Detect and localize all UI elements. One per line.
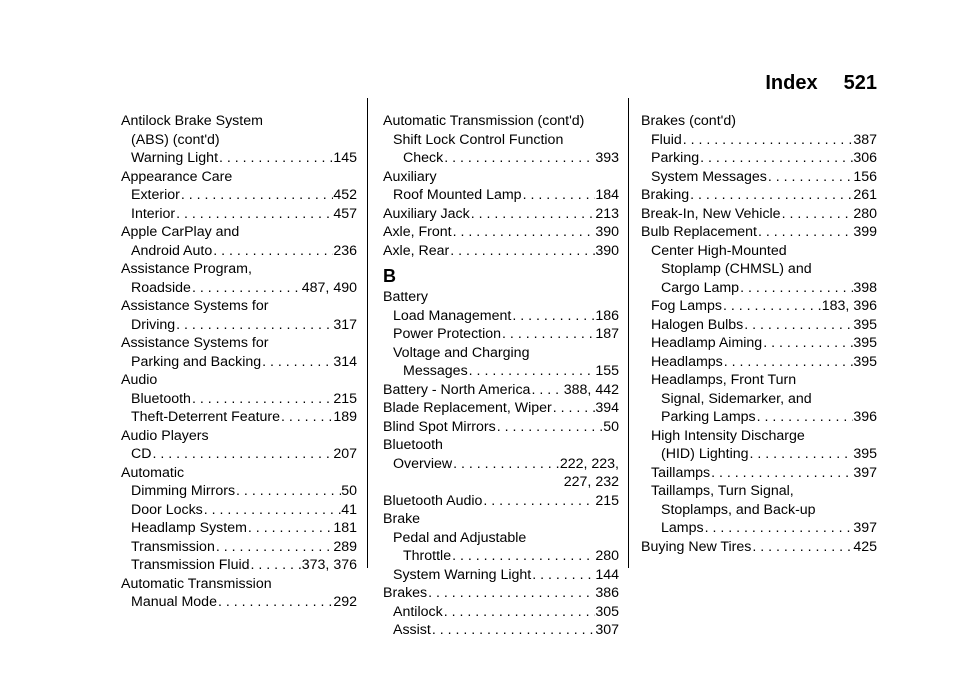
- dot-leader: [152, 445, 334, 464]
- index-entry-label: Audio Players: [121, 427, 209, 444]
- index-entry-label: Braking: [641, 187, 690, 203]
- index-entry: [641, 316, 877, 335]
- dot-leader: [427, 584, 595, 603]
- index-entry-label: Bulb Replacement: [641, 224, 757, 240]
- index-entry-label: Brake: [383, 511, 421, 527]
- dot-leader: [749, 445, 854, 464]
- dot-leader: [191, 279, 302, 298]
- index-entry-label: Headlamps, Front Turn: [651, 372, 797, 388]
- index-entry: [121, 242, 357, 261]
- index-entry-label: Exterior: [131, 187, 180, 203]
- index-entry-label: Assistance Systems for: [121, 335, 269, 351]
- index-entry-pages: 213: [595, 205, 619, 222]
- dot-leader: [682, 131, 854, 150]
- index-entry-label: Door Locks: [131, 501, 203, 518]
- index-entry-label: Auxiliary Jack: [383, 205, 470, 222]
- index-entry-label: (ABS) (cont'd): [131, 131, 220, 148]
- dot-leader: [235, 482, 341, 501]
- index-entry-label: Automatic: [121, 464, 185, 481]
- dot-leader: [743, 316, 853, 335]
- index-entry: [641, 482, 877, 501]
- dot-leader: [531, 566, 595, 585]
- index-entry: [383, 186, 619, 205]
- index-entry: [121, 353, 357, 372]
- index-entry-pages: 145: [333, 150, 357, 166]
- dot-leader: [482, 492, 595, 511]
- index-entry: [383, 149, 619, 168]
- dot-leader: [762, 334, 853, 353]
- dot-leader: [751, 538, 853, 557]
- index-entry-label: Antilock: [393, 603, 443, 620]
- index-entry-pages: 187: [595, 326, 619, 342]
- index-entry-label: Theft-Deterrent Feature: [131, 409, 281, 425]
- index-column-2: [383, 112, 619, 640]
- dot-leader: [511, 307, 595, 326]
- index-entry-pages: 314: [333, 353, 357, 370]
- index-entry: [121, 464, 357, 483]
- index-entry-pages: 396: [853, 409, 877, 425]
- index-entry: [641, 408, 877, 427]
- index-entry: [641, 427, 877, 446]
- index-entry-label: Buying New Tires: [641, 538, 752, 555]
- index-entry-pages: 50: [341, 483, 357, 499]
- dot-leader: [723, 353, 854, 372]
- column-divider: [628, 98, 629, 568]
- index-entry: [121, 519, 357, 538]
- index-entry: [383, 242, 619, 261]
- dot-leader: [218, 149, 333, 168]
- index-entry: [383, 436, 619, 455]
- index-entry-pages: 393: [595, 150, 619, 166]
- index-entry-label: Headlamp Aiming: [651, 335, 763, 351]
- index-entry-label: Assist: [393, 622, 431, 638]
- index-entry: [383, 112, 619, 131]
- index-entry-label: Auxiliary: [383, 168, 437, 185]
- index-entry: [383, 168, 619, 187]
- index-entry-pages: 395: [853, 446, 877, 462]
- dot-leader: [756, 408, 854, 427]
- index-entry-label: Parking and Backing: [131, 353, 262, 370]
- index-entry-label: Messages: [403, 363, 468, 379]
- index-entry: [641, 260, 877, 279]
- index-entry: [121, 501, 357, 520]
- index-entry-label: System Messages: [651, 168, 767, 185]
- index-entry-pages: 41: [341, 501, 357, 518]
- index-entry-pages: 386: [595, 585, 619, 601]
- index-entry-label: Driving: [131, 316, 176, 333]
- index-entry: [383, 307, 619, 326]
- dot-leader: [470, 205, 596, 224]
- index-entry-label: Roof Mounted Lamp: [393, 187, 522, 203]
- index-entry-label: Appearance Care: [121, 168, 233, 185]
- index-entry-pages: 387: [853, 131, 877, 148]
- dot-leader: [191, 390, 333, 409]
- dot-leader: [452, 455, 560, 474]
- dot-leader: [522, 186, 596, 205]
- index-entry-pages: 395: [853, 353, 877, 370]
- index-entry: [383, 399, 619, 418]
- index-entry: [641, 149, 877, 168]
- dot-leader: [247, 519, 333, 538]
- index-entry-label: Axle, Rear: [383, 242, 450, 259]
- index-entry-pages: 487, 490: [301, 279, 357, 296]
- index-entry: [121, 593, 357, 612]
- index-entry-label: Taillamps: [651, 464, 711, 481]
- dot-leader: [431, 621, 595, 640]
- dot-leader: [203, 501, 341, 520]
- index-entry-pages: 280: [853, 205, 877, 222]
- index-entry: [383, 381, 619, 400]
- index-entry-label: Transmission: [131, 538, 215, 555]
- index-entry: [383, 205, 619, 224]
- index-entry-pages: 156: [853, 168, 877, 185]
- index-entry: [641, 168, 877, 187]
- dot-leader: [552, 399, 596, 418]
- index-entry-label: Taillamps, Turn Signal,: [651, 483, 794, 499]
- index-entry: [641, 242, 877, 261]
- index-entry-label: Headlamp System: [131, 520, 247, 536]
- index-entry: [641, 279, 877, 298]
- dot-leader: [175, 205, 333, 224]
- dot-leader: [212, 242, 333, 261]
- index-entry-pages: 394: [595, 400, 619, 416]
- index-entry: [383, 344, 619, 363]
- index-entry-label: Warning Light: [131, 150, 219, 166]
- dot-leader: [443, 603, 596, 622]
- index-entry-label: Bluetooth Audio: [383, 492, 483, 509]
- index-entry: [383, 547, 619, 566]
- index-entry-pages: 189: [333, 409, 357, 425]
- index-entry-label: Parking Lamps: [661, 409, 756, 425]
- index-entry-pages: 183, 396: [821, 298, 877, 314]
- index-entry-pages: 307: [595, 622, 619, 638]
- index-entry-label: Shift Lock Control Function: [393, 131, 564, 148]
- dot-leader: [280, 408, 333, 427]
- index-entry: [641, 186, 877, 205]
- index-entry-label: Battery: [383, 289, 428, 305]
- dot-leader: [449, 242, 595, 261]
- index-entry-label: System Warning Light: [393, 566, 532, 583]
- index-entry: [121, 205, 357, 224]
- index-entry-pages: 181: [333, 520, 357, 536]
- index-entry: [641, 390, 877, 409]
- dot-leader: [757, 223, 853, 242]
- section-title: Index: [765, 72, 818, 94]
- index-entry: [641, 464, 877, 483]
- index-entry-label: Stoplamps, and Back-up: [661, 501, 816, 518]
- index-entry-label: Power Protection: [393, 326, 502, 342]
- index-entry-pages: 390: [595, 224, 619, 240]
- index-entry-label: Assistance Systems for: [121, 298, 269, 314]
- index-entry-label: Overview: [393, 455, 453, 472]
- index-entry-label: CD: [131, 446, 152, 462]
- dot-leader: [501, 325, 595, 344]
- dot-leader: [215, 538, 333, 557]
- index-entry-pages: 222, 223,: [559, 455, 619, 472]
- index-entry: [383, 131, 619, 150]
- index-entry-label: Pedal and Adjustable: [393, 529, 527, 546]
- index-entry-pages: 207: [333, 446, 357, 462]
- index-entry-label: Brakes: [383, 585, 428, 601]
- dot-leader: [175, 316, 333, 335]
- index-entry: [121, 482, 357, 501]
- index-entry-pages: 261: [853, 187, 877, 203]
- dot-leader: [739, 279, 853, 298]
- dot-leader: [443, 149, 595, 168]
- index-entry-pages: 317: [333, 316, 357, 333]
- index-entry-pages: 398: [853, 279, 877, 296]
- index-entry-pages: 306: [853, 150, 877, 166]
- index-entry: [383, 584, 619, 603]
- page-number: 521: [843, 72, 877, 94]
- index-entry-label: (HID) Lighting: [661, 446, 749, 462]
- index-entry-pages: 305: [595, 603, 619, 620]
- index-entry: [121, 297, 357, 316]
- index-entry-pages: 155: [595, 363, 619, 379]
- index-entry: [383, 510, 619, 529]
- index-entry-label: Automatic Transmission: [121, 575, 272, 592]
- index-entry: [641, 131, 877, 150]
- index-entry: [121, 371, 357, 390]
- index-entry-label: Cargo Lamp: [661, 279, 740, 296]
- index-entry-pages: 457: [333, 205, 357, 222]
- index-entry-label: Brakes (cont'd): [641, 113, 736, 129]
- index-entry-label: Blind Spot Mirrors: [383, 418, 496, 435]
- index-entry-label: Stoplamp (CHMSL) and: [661, 261, 812, 277]
- index-entry: [121, 279, 357, 298]
- index-entry-label: Transmission Fluid: [131, 557, 250, 573]
- index-entry-pages: 289: [333, 538, 357, 555]
- index-entry-label: Antilock Brake System: [121, 113, 263, 129]
- index-entry-label: Android Auto: [131, 242, 213, 259]
- dot-leader: [496, 418, 603, 437]
- index-entry-label: Voltage and Charging: [393, 344, 530, 361]
- dot-leader: [451, 547, 595, 566]
- index-entry: [641, 519, 877, 538]
- index-entry-label: Apple CarPlay and: [121, 224, 240, 240]
- index-entry: [383, 325, 619, 344]
- index-entry: [121, 316, 357, 335]
- index-entry: [641, 538, 877, 557]
- index-entry-pages: 236: [333, 242, 357, 259]
- index-entry-label: Battery - North America: [383, 381, 531, 398]
- index-entry-label: Signal, Sidemarker, and: [661, 390, 812, 407]
- index-entry: [121, 223, 357, 242]
- index-entry-label: Fog Lamps: [651, 298, 722, 314]
- index-entry-label: Dimming Mirrors: [131, 483, 236, 499]
- index-entry: [383, 603, 619, 622]
- index-entry: [383, 566, 619, 585]
- index-entry: [641, 205, 877, 224]
- dot-leader: [710, 464, 853, 483]
- index-entry: [121, 538, 357, 557]
- index-entry: [121, 131, 357, 150]
- index-entry-label: Fluid: [651, 131, 682, 148]
- index-entry: [641, 223, 877, 242]
- dot-leader: [180, 186, 333, 205]
- index-entry-label: Automatic Transmission (cont'd): [383, 113, 585, 129]
- index-entry-label: Bluetooth: [383, 437, 443, 453]
- index-entry: [383, 418, 619, 437]
- dot-leader: [704, 519, 854, 538]
- index-entry-label: Headlamps: [651, 353, 723, 370]
- index-entry-pages: 144: [595, 566, 619, 583]
- index-entry-label: Halogen Bulbs: [651, 316, 744, 333]
- index-entry: [383, 492, 619, 511]
- index-column-3: [641, 112, 877, 556]
- index-entry-label: Throttle: [403, 548, 452, 564]
- index-entry: [121, 112, 357, 131]
- index-entry: [383, 223, 619, 242]
- index-entry-pages: 215: [595, 492, 619, 509]
- index-entry: [383, 455, 619, 474]
- index-entry-label: Audio: [121, 372, 158, 388]
- index-entry: [121, 575, 357, 594]
- index-entry: [121, 556, 357, 575]
- index-entry-label: Roadside: [131, 279, 191, 296]
- index-entry: [641, 353, 877, 372]
- index-entry: [121, 334, 357, 353]
- index-entry: [383, 362, 619, 381]
- index-page-continuation: 227, 232: [563, 474, 619, 490]
- index-entry: [121, 186, 357, 205]
- dot-leader: [250, 556, 302, 575]
- index-entry: [641, 445, 877, 464]
- index-entry-pages: 452: [333, 187, 357, 203]
- index-entry-pages: 399: [853, 224, 877, 240]
- index-entry: [121, 168, 357, 187]
- index-entry-pages: 395: [853, 335, 877, 351]
- index-letter-heading: B: [383, 266, 396, 286]
- index-entry: [641, 334, 877, 353]
- index-entry-pages: 397: [853, 464, 877, 481]
- dot-leader: [699, 149, 853, 168]
- index-entry: [383, 288, 619, 307]
- dot-leader: [217, 593, 333, 612]
- index-entry: [383, 621, 619, 640]
- index-entry: [121, 408, 357, 427]
- dot-leader: [781, 205, 854, 224]
- index-entry-label: Load Management: [393, 307, 512, 324]
- index-entry: [121, 260, 357, 279]
- index-entry: [641, 112, 877, 131]
- index-entry-pages: 50: [603, 418, 619, 435]
- index-entry-label: Lamps: [661, 520, 704, 536]
- index-entry-label: Bluetooth: [131, 390, 191, 407]
- index-entry-pages: 186: [595, 307, 619, 324]
- dot-leader: [767, 168, 853, 187]
- index-entry: [641, 371, 877, 390]
- index-entry-label: Check: [403, 150, 444, 166]
- index-entry-pages: 373, 376: [301, 557, 357, 573]
- index-entry-pages: 280: [595, 548, 619, 564]
- dot-leader: [468, 362, 596, 381]
- dot-leader: [261, 353, 333, 372]
- index-entry-pages: 388, 442: [563, 381, 619, 398]
- index-entry-pages: 184: [595, 187, 619, 203]
- index-entry-label: Interior: [131, 205, 176, 222]
- index-entry-pages: 395: [853, 316, 877, 333]
- dot-leader: [689, 186, 853, 205]
- dot-leader: [722, 297, 822, 316]
- index-entry-label: Blade Replacement, Wiper: [383, 400, 552, 416]
- index-entry: [121, 445, 357, 464]
- index-entry-label: Axle, Front: [383, 224, 452, 240]
- page-header: [765, 72, 877, 95]
- index-entry: [641, 297, 877, 316]
- index-entry-pages: 292: [333, 594, 357, 610]
- index-entry: [641, 501, 877, 520]
- dot-leader: [530, 381, 563, 400]
- index-entry-label: Break-In, New Vehicle: [641, 205, 781, 222]
- index-entry-pages: 215: [333, 390, 357, 407]
- index-entry: [121, 149, 357, 168]
- column-divider: [367, 98, 368, 568]
- dot-leader: [452, 223, 596, 242]
- index-column-1: [121, 112, 357, 612]
- index-entry: [121, 427, 357, 446]
- index-entry: [121, 390, 357, 409]
- index-entry-pages: 397: [853, 520, 877, 536]
- index-entry-pages: 390: [595, 242, 619, 259]
- index-entry-pages: 425: [853, 538, 877, 555]
- index-entry-label: Manual Mode: [131, 594, 217, 610]
- index-entry-label: High Intensity Discharge: [651, 427, 805, 444]
- index-entry-label: Center High-Mounted: [651, 242, 787, 259]
- index-entry-label: Assistance Program,: [121, 261, 252, 277]
- index-entry-label: Parking: [651, 150, 700, 166]
- index-entry: [383, 529, 619, 548]
